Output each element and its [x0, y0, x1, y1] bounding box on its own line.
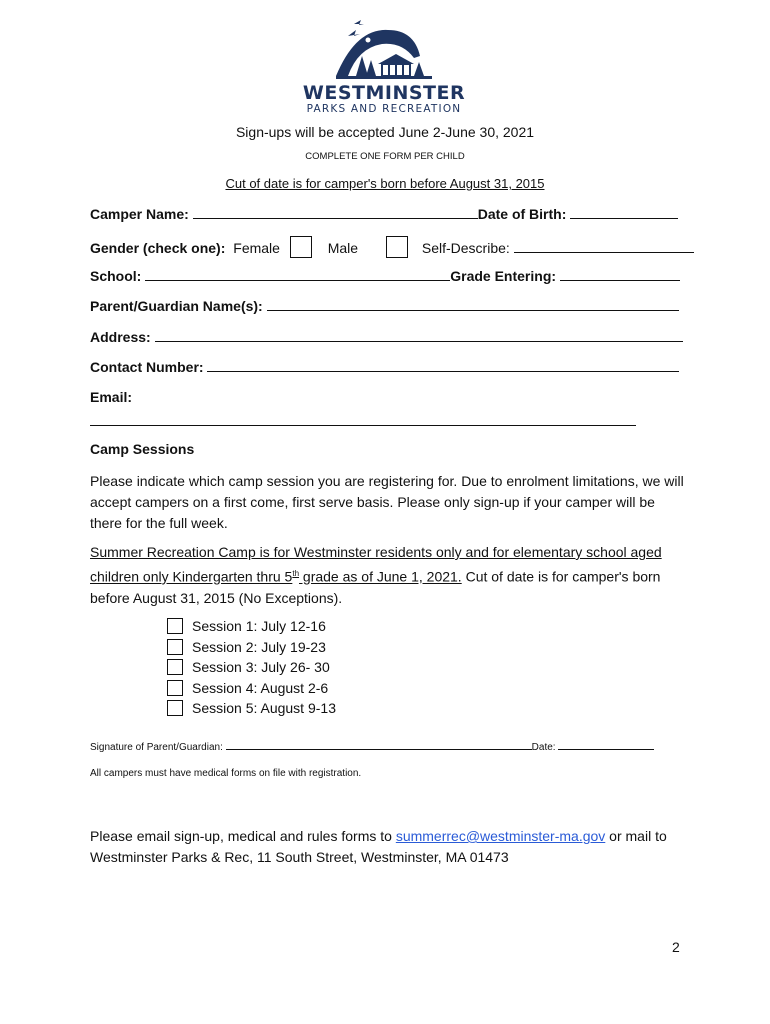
- page-number: 2: [672, 939, 680, 955]
- residency-notice-sup: th: [292, 569, 300, 578]
- female-label: Female: [233, 240, 280, 256]
- session-item[interactable]: [167, 698, 336, 719]
- session-checkbox[interactable]: [167, 618, 183, 634]
- session-item[interactable]: [167, 637, 336, 658]
- residency-notice-a: Summer Recreation Camp is for Westminster residents only and for elementary school aged children only Kindergarten thru 5: [90, 544, 662, 585]
- signature-field[interactable]: [226, 740, 532, 750]
- male-label: Male: [327, 240, 359, 256]
- gender-label: Gender (check one):: [90, 240, 226, 256]
- gender-row: [90, 236, 680, 258]
- parent-field[interactable]: [267, 297, 679, 311]
- email-suffix: or mail to: [605, 828, 667, 844]
- email-field[interactable]: [90, 412, 636, 426]
- residency-notice-b: grade as of June 1, 2021.: [299, 568, 462, 585]
- school-field[interactable]: [145, 267, 450, 281]
- grade-label: Grade Entering:: [450, 268, 557, 284]
- session-label: Session 5: August 9-13: [192, 700, 336, 716]
- address-field[interactable]: [155, 328, 683, 342]
- email-link[interactable]: summerrec@westminster-ma.gov: [395, 828, 606, 844]
- parent-row: [90, 297, 680, 314]
- contact-field[interactable]: [207, 358, 679, 372]
- signature-label: Signature of Parent/Guardian:: [90, 742, 223, 753]
- female-checkbox[interactable]: [290, 236, 312, 258]
- session-checkbox[interactable]: [167, 700, 183, 716]
- session-checkbox[interactable]: [167, 659, 183, 675]
- camper-name-row: [90, 205, 680, 222]
- residency-notice-c: Cut of date is for camper's born before August 31, 2015 (No Exceptions).: [90, 568, 661, 606]
- logo-emblem: [296, 18, 472, 84]
- signature-row: [90, 740, 680, 753]
- session-label: Session 3: July 26- 30: [192, 659, 330, 675]
- sessions-intro: Please indicate which camp session you are registering for. Due to enrolment limitations, we will accept campers on a first come, first serve basis. Please only sign-up if your camper will be there for the full week.: [90, 473, 684, 531]
- address-label: Address:: [90, 329, 151, 345]
- session-item[interactable]: [167, 678, 336, 699]
- session-label: Session 2: July 19-23: [192, 638, 326, 655]
- medical-note: All campers must have medical forms on file with registration.: [90, 768, 362, 779]
- camper-name-field[interactable]: [193, 205, 478, 219]
- email-label: Email:: [90, 389, 133, 405]
- logo: [296, 18, 472, 118]
- session-checkbox[interactable]: [167, 680, 183, 696]
- male-checkbox[interactable]: [386, 236, 408, 258]
- dob-label: Date of Birth:: [477, 206, 567, 222]
- camp-sessions-heading: Camp Sessions: [90, 441, 195, 457]
- session-checkbox[interactable]: [167, 639, 183, 655]
- logo-name: WESTMINSTER: [302, 82, 466, 104]
- dob-field[interactable]: [570, 205, 678, 219]
- email-row: [90, 389, 680, 405]
- parent-label: Parent/Guardian Name(s):: [90, 298, 263, 314]
- session-item[interactable]: [167, 616, 336, 637]
- grade-field[interactable]: [560, 267, 680, 281]
- one-form-note: COMPLETE ONE FORM PER CHILD: [305, 151, 465, 162]
- self-describe-label: Self-Describe:: [421, 240, 510, 256]
- footer-instructions: [90, 826, 685, 868]
- session-label: Session 4: August 2-6: [192, 679, 329, 696]
- contact-label: Contact Number:: [90, 359, 204, 375]
- school-label: School:: [90, 268, 142, 284]
- contact-row: [90, 358, 680, 375]
- email-prefix: Please email sign-up, medical and rules forms to: [90, 828, 396, 844]
- school-row: [90, 267, 680, 284]
- residency-notice: [90, 542, 685, 609]
- mail-address: Westminster Parks & Rec, 11 South Street, Westminster, MA 01473: [90, 849, 509, 865]
- camper-name-label: Camper Name:: [90, 206, 189, 222]
- logo-subtitle: PARKS AND RECREATION: [306, 103, 462, 115]
- signature-date-label: Date:: [531, 742, 556, 753]
- signature-date-field[interactable]: [558, 740, 654, 750]
- cutoff-note: Cut of date is for camper's born before August 31, 2015: [225, 176, 545, 191]
- address-row: [90, 328, 680, 345]
- session-label: Session 1: July 12-16: [192, 618, 326, 634]
- session-list: [167, 616, 336, 719]
- self-describe-field[interactable]: [514, 239, 694, 253]
- session-item[interactable]: [167, 657, 336, 678]
- signup-dates: Sign-ups will be accepted June 2-June 30, 2021: [235, 124, 535, 140]
